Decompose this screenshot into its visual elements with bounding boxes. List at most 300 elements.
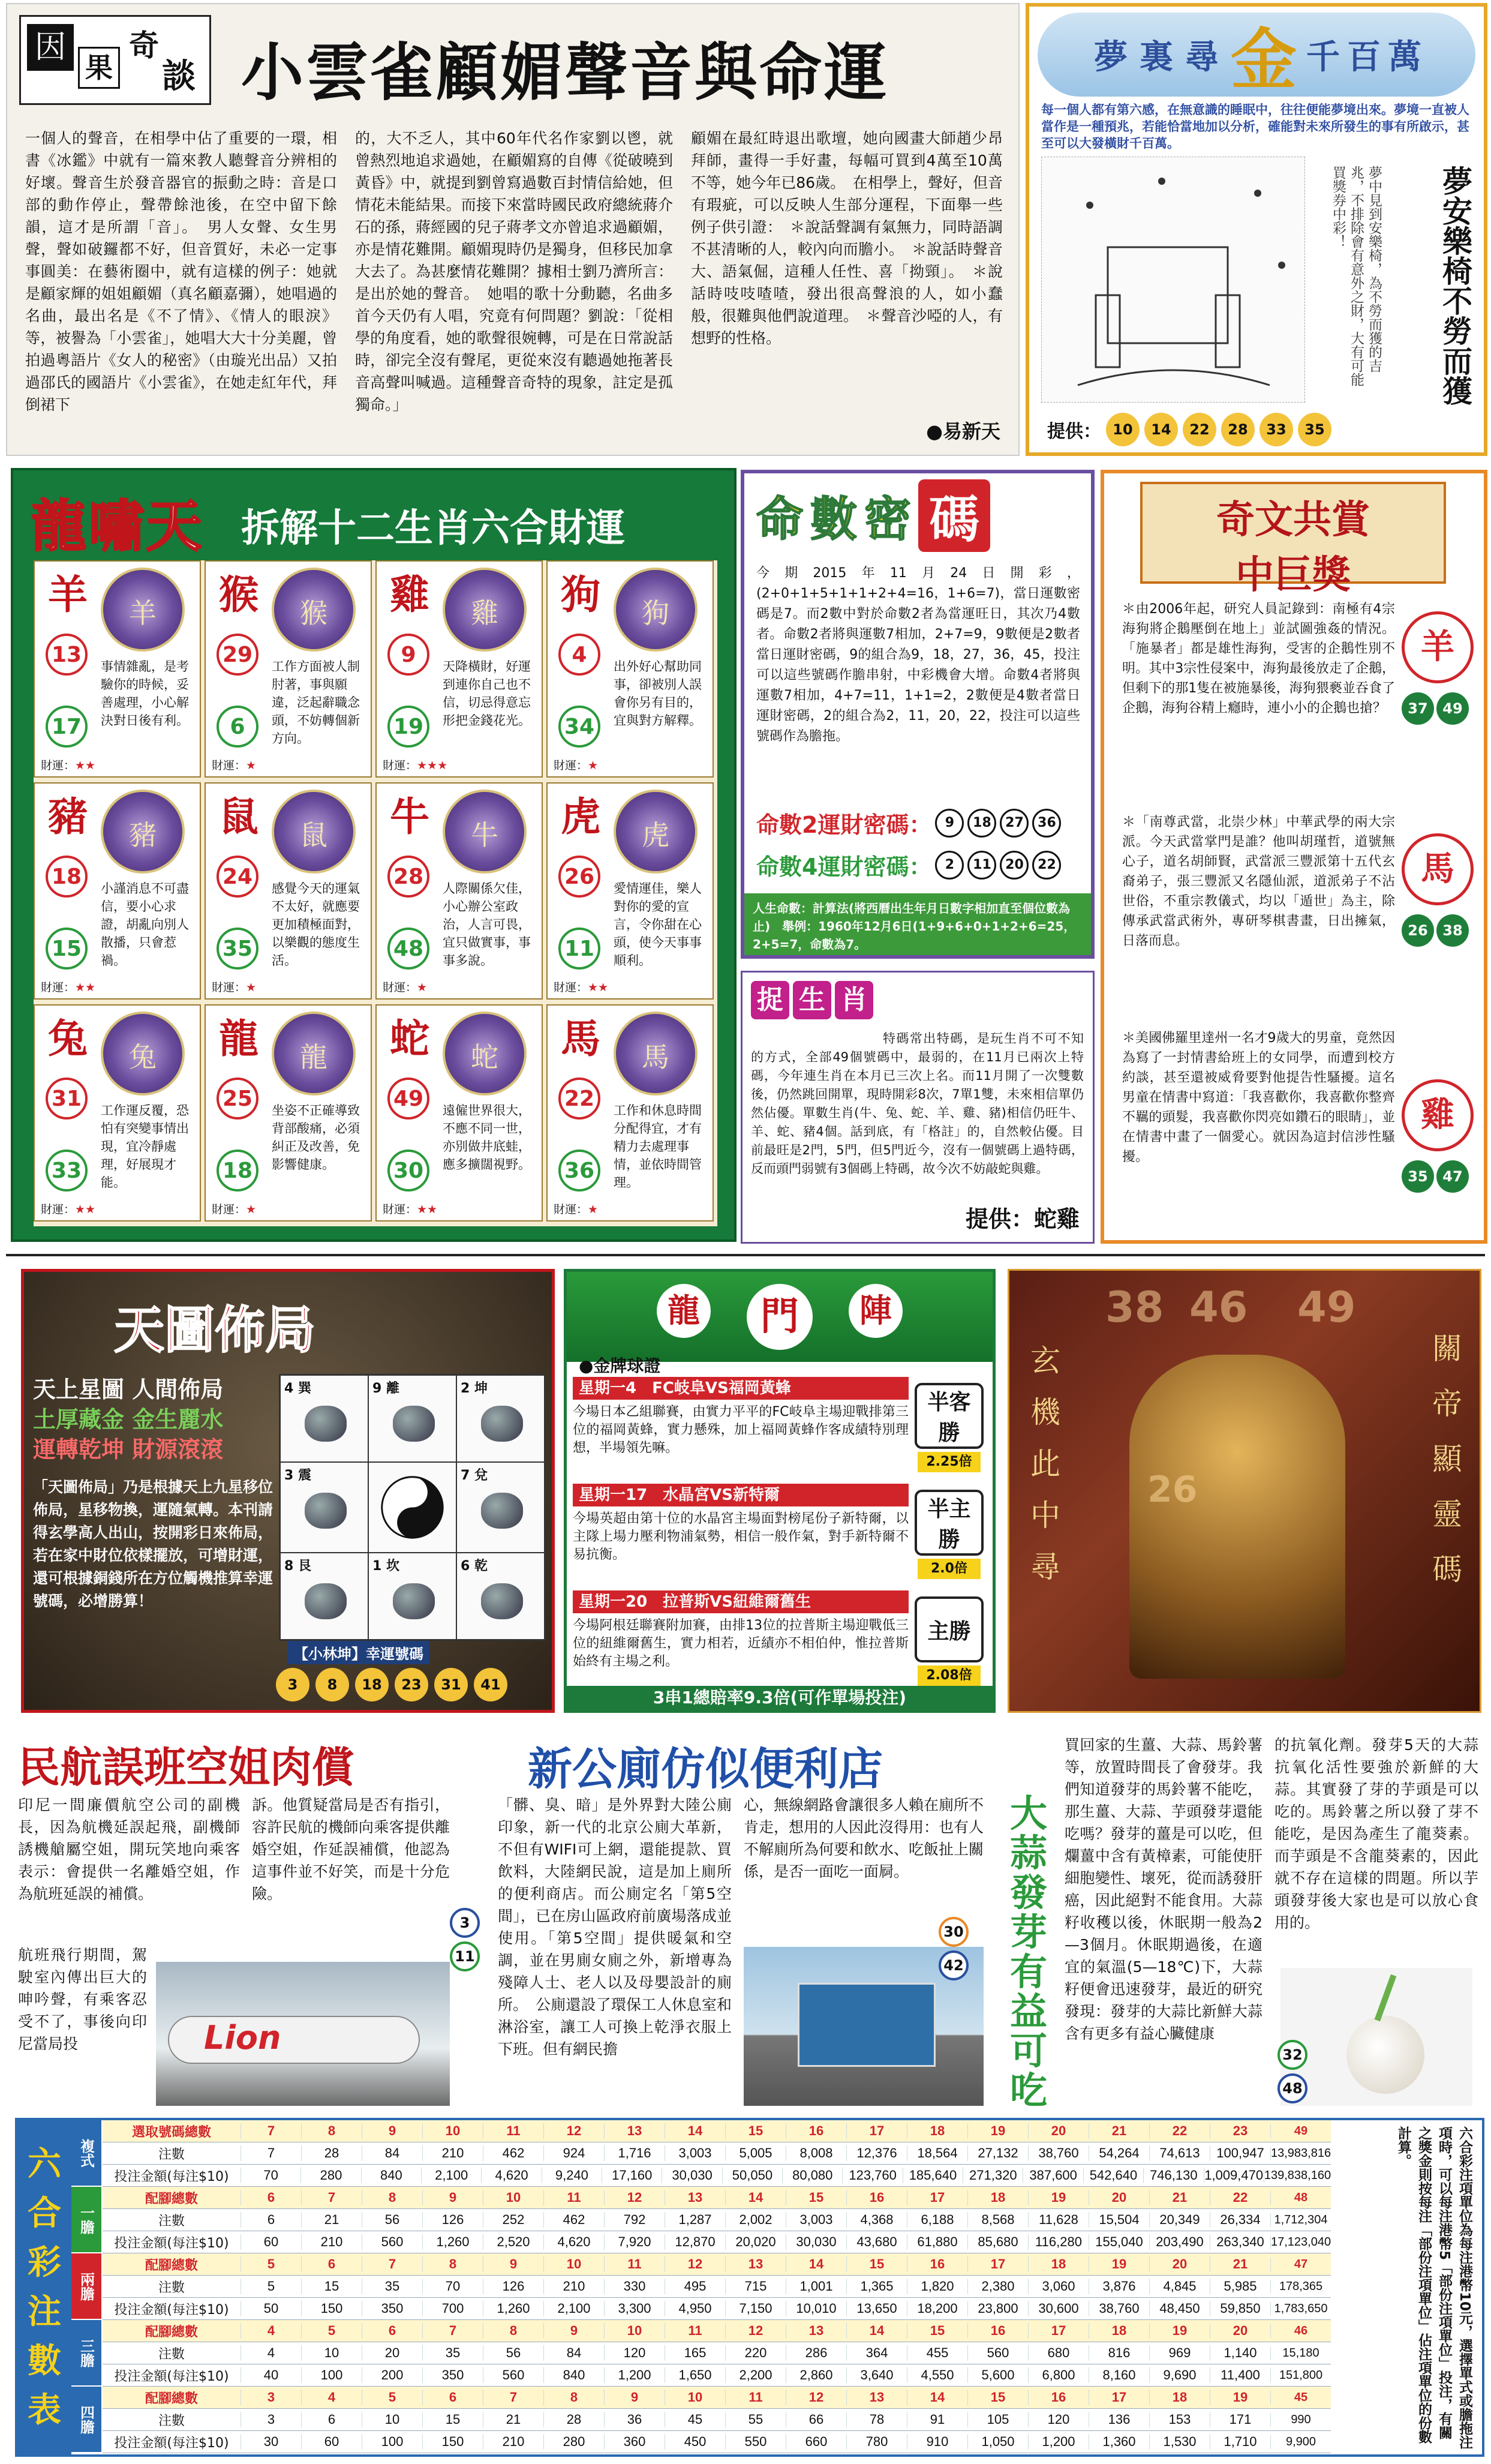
bet-cell: 30 — [241, 2434, 301, 2450]
zodiac-text: 天降橫財，好運到連你自己也不信，切忌得意忘形把金錢花光。 — [443, 659, 531, 728]
bagua-label — [284, 1556, 311, 1574]
bet-cell: 20 — [1028, 2123, 1089, 2139]
bet-cell: 12 — [604, 2190, 665, 2205]
bet-cell: 17 — [1089, 2390, 1149, 2405]
bet-cell: 924 — [543, 2145, 604, 2161]
bet-cell: 49 — [1270, 2124, 1331, 2138]
bagua-cell — [456, 1462, 545, 1553]
code4-label: 命數4運財密碼： — [756, 854, 932, 880]
qiwen-tag-3: 雞 — [1402, 1079, 1474, 1151]
bet-cell: 59,850 — [1210, 2301, 1270, 2316]
news-airline — [12, 1728, 480, 2112]
bet-cell: 8 — [301, 2123, 362, 2139]
bet-cell: 1,200 — [604, 2367, 665, 2383]
airline-logo: Lion — [204, 2019, 281, 2057]
bet-cell: 816 — [1089, 2345, 1149, 2361]
dream-provider — [1047, 415, 1331, 445]
bet-row-label: 投注金額(每注$10) — [114, 2369, 229, 2384]
dream-title-char: 萬 — [1388, 37, 1421, 77]
bet-cell: 136 — [1089, 2412, 1149, 2427]
zodiac-wealth — [212, 757, 256, 773]
zodiac-number-1: 24 — [217, 856, 258, 898]
bet-row-label: 投注金額(每注$10) — [114, 2302, 229, 2318]
wealth-stars: ★★ — [75, 1203, 96, 1216]
stone-icon — [393, 1583, 435, 1619]
zodiac-cell — [205, 782, 372, 1000]
wealth-label: 財運： — [383, 759, 417, 772]
wealth-label: 財運： — [383, 981, 417, 994]
bet-table-row — [103, 2120, 1331, 2142]
bet-cell: 10 — [301, 2345, 362, 2361]
zodiac-text: 感覺今天的運氣不太好，就應要更加積極面對，以樂觀的態度生活。 — [272, 881, 360, 968]
story-badge — [19, 15, 211, 105]
wealth-stars: ★ — [246, 759, 257, 772]
bet-cell: 11 — [665, 2323, 725, 2339]
bet-cell: 5 — [241, 2279, 301, 2294]
zodiac-number-2: 33 — [46, 1150, 88, 1192]
guandi-char: 顯 — [1432, 1442, 1462, 1476]
guandi-char: 帝 — [1432, 1386, 1462, 1421]
bet-cell: 23 — [1210, 2123, 1270, 2139]
qiwen-title-box — [1140, 482, 1446, 598]
news-toilet — [492, 1728, 990, 2112]
bet-cell: 7 — [422, 2323, 483, 2339]
bet-cell: 21 — [301, 2212, 362, 2228]
bet-cell: 47 — [1270, 2258, 1331, 2271]
wealth-label: 財運： — [554, 981, 588, 994]
bet-cell: 2,860 — [786, 2367, 846, 2383]
zodiac-animal-icon — [272, 790, 356, 874]
bet-cell: 7 — [483, 2390, 543, 2405]
zodiac-title: 拆解十二生肖六合財運 — [241, 506, 625, 551]
bet-cell: 286 — [786, 2345, 846, 2361]
zodiac-wealth — [41, 1201, 95, 1217]
bet-title-char: 合 — [28, 2193, 61, 2233]
zodiac-animal-icon — [443, 1012, 527, 1096]
bet-cell: 5 — [241, 2256, 301, 2272]
bet-cell: 200 — [362, 2367, 422, 2383]
stone-icon — [305, 1406, 347, 1442]
bet-cell: 15 — [846, 2256, 907, 2272]
zhuo-panel — [741, 971, 1095, 1244]
stone-icon — [305, 1493, 347, 1529]
bet-cell: 14 — [907, 2390, 967, 2405]
zodiac-cell — [375, 560, 543, 778]
bet-title-char: 數 — [28, 2341, 61, 2381]
match-odds: 2.0倍 — [918, 1559, 981, 1579]
bet-cell: 6,188 — [907, 2212, 967, 2228]
zodiac-cell — [205, 560, 372, 778]
news3-char: 發 — [1009, 1871, 1047, 1914]
bet-cell: 1,009,470 — [1204, 2168, 1264, 2183]
bet-cell: 462 — [543, 2212, 604, 2228]
zodiac-animal-icon — [101, 1012, 185, 1096]
bet-row-label: 選取號碼總數 — [131, 2124, 211, 2140]
bet-cell: 3,003 — [786, 2212, 846, 2228]
mingshu-code2 — [756, 806, 1080, 839]
bet-cell: 4,368 — [846, 2212, 907, 2228]
lucky-ball: 3 — [450, 1908, 480, 1938]
bet-cell: 155,040 — [1089, 2234, 1149, 2250]
zodiac-cell — [546, 560, 714, 778]
mingshu-char: 數 — [810, 493, 858, 547]
bet-cell: 17,123,040 — [1271, 2235, 1331, 2249]
bet-cell: 16 — [786, 2123, 846, 2139]
zodiac-text: 工作運反覆，恐怕有突變事情出現，宜冷靜處理，好展現才能。 — [101, 1103, 189, 1190]
bet-cell: 45 — [1270, 2391, 1331, 2405]
bet-cell: 11 — [543, 2190, 604, 2205]
bet-cell: 11 — [604, 2256, 665, 2272]
bet-cell: 780 — [846, 2434, 907, 2450]
bet-cell: 990 — [1270, 2413, 1331, 2427]
mingshu-title — [756, 479, 1080, 551]
bet-cell: 139,838,160 — [1264, 2168, 1331, 2182]
bet-cell: 13,983,816 — [1271, 2146, 1331, 2160]
zodiac-icon-glyph: 猴 — [300, 597, 327, 629]
bet-cell: 50 — [241, 2301, 301, 2316]
bet-cell: 1,716 — [604, 2145, 665, 2161]
bet-table-row — [103, 2431, 1331, 2453]
zodiac-number-2: 18 — [217, 1150, 258, 1192]
dream-panel — [1026, 3, 1487, 456]
bet-cell: 7 — [301, 2190, 362, 2205]
news2-col-1: 「髒、臭、暗」是外界對大陸公廁印象，新一代的北京公廁大革新，不但有WIFI可上網，還能提款、買飲料，大陸網民說，這是加上廁所的便利商店。而公廁定名「第5空間」，已在房山區政府前廣場落成並使用。「第5空間」提供暖氣和空調，並在男廁女廁之外，新增專為殘障人士、老人以及母嬰設計的廁所。 公廁還設了環保工人休息室和淋浴室，讓工人可換上乾淨衣服上下班。但有網民擔 — [498, 1796, 732, 2058]
bet-cell: 7,920 — [604, 2234, 665, 2250]
bet-cell: 462 — [483, 2145, 543, 2161]
match-text: 今場英超由第十位的水晶宮主場面對榜尾份子新特爾，以主隊上場力壓利物浦氣勢，相信一般作氣，對手新特爾不易抗衡。 — [573, 1511, 909, 1562]
match-card — [573, 1377, 990, 1479]
lucky-ball: 26 — [1402, 914, 1434, 947]
bet-cell: 6 — [301, 2412, 362, 2427]
bet-cell: 15,180 — [1270, 2346, 1331, 2360]
bet-cell: 700 — [422, 2301, 483, 2316]
bet-cell: 6,800 — [1028, 2367, 1089, 2383]
mingshu-text: 今期2015年11月24日開彩，(2+0+1+5+1+1+2+4=16，1+6=7)，當日運數密碼是7。而2數中對於命數2者為當運旺日，其次乃4數者。命數2者將與運數7相加，2+7=9，9數便是2數者當日運財密碼，9的組合為9，18，27，36，45，投注可以這些號碼作膽串射，中彩機會大增。命數4者將與運數7相加，4+7=11，1+1=2，2數便是4數者當日運財密碼，2的組合為2，11，20，22，投注可以這些號碼作為膽拖。 — [756, 566, 1080, 744]
bet-cell: 2,380 — [967, 2279, 1028, 2294]
match-text: 今場阿根廷聯賽附加賽，由排13位的拉普斯主場迎戰低三位的紐維爾舊生，實力相若，近績亦不相伯仲，惟拉普斯始終有主場之利。 — [573, 1618, 909, 1669]
bet-cell: 10 — [422, 2123, 483, 2139]
bet-cell: 100 — [301, 2367, 362, 2383]
bet-cell: 263,340 — [1210, 2234, 1270, 2250]
guandi-panel — [1008, 1269, 1481, 1713]
lucky-ball: 32 — [1277, 2040, 1307, 2070]
zodiac-name: 狗 — [561, 571, 600, 618]
bet-cell: 11,400 — [1210, 2367, 1270, 2383]
bet-table-row — [103, 2165, 1331, 2187]
bet-cell: 105 — [967, 2412, 1028, 2427]
bet-cell: 120 — [1028, 2412, 1089, 2427]
bet-cell: 1,712,304 — [1270, 2213, 1331, 2227]
bet-cell: 6 — [362, 2323, 422, 2339]
bet-cell: 18 — [907, 2123, 967, 2139]
bet-cell: 15 — [422, 2412, 483, 2427]
match-pick: 主勝 — [915, 1596, 984, 1662]
zodiac-number-2: 48 — [387, 928, 429, 970]
bet-cell: 20,349 — [1149, 2212, 1210, 2228]
bet-table-row — [103, 2387, 1331, 2409]
bet-cell: 280 — [543, 2434, 604, 2450]
bet-cell: 178,365 — [1270, 2280, 1331, 2294]
bet-table-row — [103, 2253, 1331, 2276]
bet-cell: 35 — [362, 2279, 422, 2294]
bagua-number: 4 — [284, 1381, 294, 1396]
bet-cell: 28 — [301, 2145, 362, 2161]
wealth-label: 財運： — [41, 759, 76, 772]
bet-group-tag: 兩膽 — [71, 2253, 101, 2320]
bet-cell: 18 — [1089, 2323, 1149, 2339]
bet-table-row — [103, 2187, 1331, 2209]
code-ball: 20 — [1000, 851, 1029, 880]
bet-cell: 6 — [301, 2256, 362, 2272]
bet-cell: 171 — [1210, 2412, 1270, 2427]
news-garlic — [999, 1728, 1484, 2112]
zodiac-name: 龍 — [219, 1015, 258, 1062]
longmen-sub: ●金牌球證 — [579, 1356, 661, 1376]
bet-cell: 1,365 — [846, 2279, 907, 2294]
bet-cell: 560 — [967, 2345, 1028, 2361]
bet-cell: 85,680 — [967, 2234, 1028, 2250]
bet-cell: 91 — [907, 2412, 967, 2427]
bet-cell: 1,710 — [1210, 2434, 1270, 2450]
bet-row-label: 注數 — [158, 2413, 185, 2429]
guandi-num: 46 — [1189, 1283, 1248, 1332]
zodiac-icon-glyph: 龍 — [300, 1041, 327, 1073]
zodiac-wealth — [554, 979, 608, 995]
bet-title-char: 彩 — [28, 2243, 61, 2282]
bet-cell: 12 — [725, 2323, 786, 2339]
bet-cell: 5,005 — [725, 2145, 786, 2161]
zodiac-number-2: 17 — [46, 706, 88, 748]
story-col-1: 一個人的聲音，在相學中佔了重要的一環，相書《冰鑑》中就有一篇來教人聽聲音分辨相的好壞。聲音生於發音器官的振動之時：音是口部的動作停止，聲帶餘池後，在空中留下餘韻，這才是所謂「音」。 男人女聲、女生男聲，聲如破鑼都不好，但音質好，未必一定事事圓美：在藝術圈中，就有這樣的例子：她就是顧家輝的姐姐顧媚（真名顧嘉彌），她唱過的名曲，最出名是《不了情》、《情人的眼淚》等，被譽為「小雲雀」，她唱大大十分美麗，曾拍過粵語片《女人的秘密》（由璇光出品）又拍過邵氏的國語片《小雲雀》，在她走紅年代，拜倒裙下 — [25, 130, 337, 413]
news1-col-1b: 航班飛行期間，駕駛室內傳出巨大的呻吟聲，有乘客忍受不了，事後向印尼當局投 — [18, 1946, 147, 2052]
bet-cell: 36 — [604, 2412, 665, 2427]
zodiac-animal-icon — [101, 568, 185, 652]
bagua-cell — [368, 1462, 456, 1553]
zodiac-name: 蛇 — [390, 1015, 429, 1062]
bagua-glyph: 巽 — [297, 1381, 311, 1396]
bet-group-tag: 三膽 — [71, 2320, 101, 2387]
bet-cell: 252 — [483, 2212, 543, 2228]
match-header: 星期一17 水晶宮VS新特爾 — [573, 1484, 909, 1506]
wealth-label: 財運： — [554, 1203, 588, 1216]
bagua-number: 3 — [284, 1468, 294, 1483]
mingshu-panel — [741, 470, 1095, 959]
bet-cell: 21 — [1210, 2256, 1270, 2272]
match-header: 星期一20 拉普斯VS紐維爾舊生 — [573, 1590, 909, 1613]
armchair-icon — [1042, 157, 1306, 403]
yin-yang-icon — [369, 1463, 456, 1552]
bet-cell: 50,050 — [722, 2168, 782, 2183]
zodiac-text: 出外好心幫助同事，卻被別人誤會你另有目的，宜與對方解釋。 — [614, 659, 702, 728]
bet-cell: 5,985 — [1210, 2279, 1270, 2294]
guandi-statue — [1129, 1355, 1345, 1679]
dream-title-char: 尋 — [1185, 37, 1219, 77]
qiwen-panel — [1101, 470, 1487, 1244]
bet-cell: 23,800 — [967, 2301, 1028, 2316]
bagua-number: 9 — [372, 1381, 382, 1396]
zodiac-animal-icon — [614, 568, 698, 652]
bagua-glyph: 坎 — [386, 1559, 399, 1574]
bet-cell: 123,760 — [842, 2168, 902, 2183]
code-ball: 18 — [967, 809, 996, 838]
longmen-char: 門 — [747, 1284, 813, 1350]
bet-group-tag: 一膽 — [71, 2187, 101, 2253]
toilet-building — [798, 1983, 936, 2067]
bet-table-row — [103, 2364, 1331, 2387]
news3-char: 蒜 — [1009, 1831, 1047, 1875]
bet-cell: 8,568 — [967, 2212, 1028, 2228]
provider-label: 提供： — [1047, 421, 1101, 442]
bet-cell: 455 — [907, 2345, 967, 2361]
bet-cell: 18,564 — [907, 2145, 967, 2161]
bagua-label — [284, 1378, 311, 1397]
bagua-number: 6 — [461, 1559, 470, 1574]
bet-row-label: 配腳總數 — [145, 2258, 198, 2273]
bet-cell: 12,870 — [665, 2234, 725, 2250]
news2-balls — [939, 1917, 969, 1980]
bet-table-row — [103, 2209, 1331, 2231]
bagua-cell — [368, 1375, 456, 1462]
bagua-number: 8 — [284, 1559, 294, 1574]
wealth-label: 財運： — [383, 1203, 417, 1216]
bagua-label — [461, 1556, 488, 1574]
zodiac-icon-glyph: 豬 — [129, 819, 157, 851]
garlic-bulb-icon — [1346, 2016, 1424, 2094]
badge-char: 談 — [162, 56, 196, 96]
bet-cell: 22 — [1149, 2123, 1210, 2139]
bet-row-label: 注數 — [158, 2280, 185, 2295]
bagua-glyph: 震 — [297, 1468, 311, 1483]
bet-cell: 560 — [483, 2367, 543, 2383]
zodiac-number-1: 4 — [558, 634, 600, 676]
bet-cell: 126 — [483, 2279, 543, 2294]
bet-cell: 210 — [543, 2279, 604, 2294]
bet-cell: 20,020 — [725, 2234, 786, 2250]
bet-table-row — [103, 2409, 1331, 2431]
zodiac-name: 雞 — [390, 571, 429, 618]
bet-cell: 12 — [543, 2123, 604, 2139]
lucky-ball: 14 — [1144, 413, 1178, 446]
zodiac-number-2: 15 — [46, 928, 88, 970]
bet-cell: 271,320 — [963, 2168, 1023, 2183]
bet-cell: 2,520 — [483, 2234, 543, 2250]
mingshu-char: 命 — [756, 493, 804, 547]
lucky-ball: 48 — [1277, 2073, 1307, 2103]
bet-cell: 840 — [361, 2168, 421, 2183]
wealth-stars: ★ — [417, 981, 428, 994]
bet-row-label: 注數 — [158, 2213, 185, 2229]
bet-cell: 48 — [1270, 2191, 1331, 2205]
news2-title: 新公廁仿似便利店 — [528, 1743, 883, 1795]
lucky-ball: 38 — [1436, 914, 1469, 947]
zodiac-wealth — [383, 1201, 437, 1217]
zodiac-wealth — [554, 757, 598, 773]
lucky-ball: 23 — [395, 1668, 428, 1701]
bet-cell: 9 — [483, 2256, 543, 2272]
zodiac-number-2: 11 — [558, 928, 600, 970]
dream-side-text: 夢中見到安樂椅，為不勞而獲的吉兆，不排除會有意外之財，大有可能買獎券中彩！ — [1330, 166, 1382, 386]
news1-col-1: 印尼一間廉價航空公司的副機長，因為航機延誤起飛，副機師誘機艙屬空姐，開玩笑地向乘客表示：會提供一名離婚空姐，作為航班延誤的補償。 — [18, 1796, 240, 1902]
bet-cell: 9 — [362, 2123, 422, 2139]
zodiac-animal-icon — [272, 1012, 356, 1096]
wealth-label: 財運： — [212, 1203, 247, 1216]
bagua-label — [461, 1465, 488, 1484]
bet-row-label: 配腳總數 — [145, 2191, 198, 2207]
bet-cell: 330 — [604, 2279, 665, 2294]
match-header: 星期一4 FC岐阜VS福岡黃蜂 — [573, 1377, 909, 1400]
wealth-label: 財運： — [212, 981, 247, 994]
bet-cell: 450 — [665, 2434, 725, 2450]
bet-cell: 45 — [665, 2412, 725, 2427]
bet-cell: 10 — [483, 2190, 543, 2205]
guandi-char: 此 — [1030, 1446, 1060, 1481]
bet-row-label: 投注金額(每注$10) — [114, 2235, 229, 2251]
bet-cell: 19 — [967, 2123, 1028, 2139]
bet-cell: 1,140 — [1210, 2345, 1270, 2361]
zodiac-grid — [34, 560, 717, 1226]
lucky-ball: 28 — [1221, 413, 1255, 446]
badge-char: 因 — [27, 24, 74, 71]
bet-cell: 3,060 — [1028, 2279, 1089, 2294]
match-odds: 2.08倍 — [918, 1665, 981, 1686]
bet-cell: 9 — [543, 2323, 604, 2339]
wealth-stars: ★★★ — [417, 759, 448, 772]
bet-cell: 7 — [241, 2145, 301, 2161]
bet-cell: 203,490 — [1149, 2234, 1210, 2250]
guandi-char: 碼 — [1432, 1552, 1462, 1587]
bet-cell: 13 — [786, 2323, 846, 2339]
qiwen-tag-2: 馬 — [1402, 833, 1474, 905]
bet-cell: 680 — [1028, 2345, 1089, 2361]
bet-cell: 84 — [543, 2345, 604, 2361]
bet-title-char: 注 — [28, 2292, 61, 2331]
bet-title-char: 表 — [28, 2390, 61, 2430]
bagua-label — [372, 1556, 399, 1574]
longmen-footer: 3串1總賠率9.3倍(可作單場投注) — [567, 1686, 993, 1710]
zodiac-animal-icon — [443, 790, 527, 874]
zodiac-cell — [34, 1004, 201, 1222]
bet-table-rows — [71, 2120, 1331, 2454]
zodiac-cell — [205, 1004, 372, 1222]
lucky-ball: 8 — [315, 1668, 349, 1701]
bet-cell: 14 — [725, 2190, 786, 2205]
bet-side-title — [17, 2120, 71, 2454]
bet-row-label: 投注金額(每注$10) — [114, 2435, 229, 2451]
bet-cell: 210 — [483, 2434, 543, 2450]
bet-row-label: 注數 — [158, 2346, 185, 2362]
bet-cell: 13 — [604, 2123, 665, 2139]
bet-cell: 2,002 — [725, 2212, 786, 2228]
bet-cell: 4 — [301, 2390, 362, 2405]
news3-col-2: 的抗氧化劑。發芽5天的大蒜抗氧化活性要強於新鮮的大蒜。其實發了芽的芋頭是可以吃的。馬鈴薯之所以發了芽不能吃，是因為產生了龍葵素。而芋頭是不含龍葵素的，因此就不存在這樣的問題。所以芋頭發芽後大家也是可以放心食用的。 — [1274, 1736, 1478, 1931]
zodiac-number-1: 28 — [387, 856, 429, 898]
bet-cell: 20 — [1089, 2190, 1149, 2205]
bet-cell: 15 — [907, 2323, 967, 2339]
bet-cell: 12 — [665, 2256, 725, 2272]
bet-cell: 3 — [241, 2412, 301, 2427]
bet-cell: 30,030 — [786, 2234, 846, 2250]
guandi-char: 靈 — [1432, 1497, 1462, 1532]
qiwen-title-1: 奇文共賞 — [1216, 497, 1370, 542]
zodiac-number-1: 29 — [217, 634, 258, 676]
guandi-num: 26 — [1147, 1469, 1198, 1511]
bet-cell: 16 — [846, 2190, 907, 2205]
bet-cell: 100 — [362, 2434, 422, 2450]
wealth-label: 財運： — [554, 759, 588, 772]
garlic-photo — [1280, 1968, 1472, 2106]
zodiac-text: 工作和休息時間分配得宜，才有精力去處理事情，並依時間管理。 — [614, 1103, 702, 1190]
bet-cell: 15 — [786, 2190, 846, 2205]
